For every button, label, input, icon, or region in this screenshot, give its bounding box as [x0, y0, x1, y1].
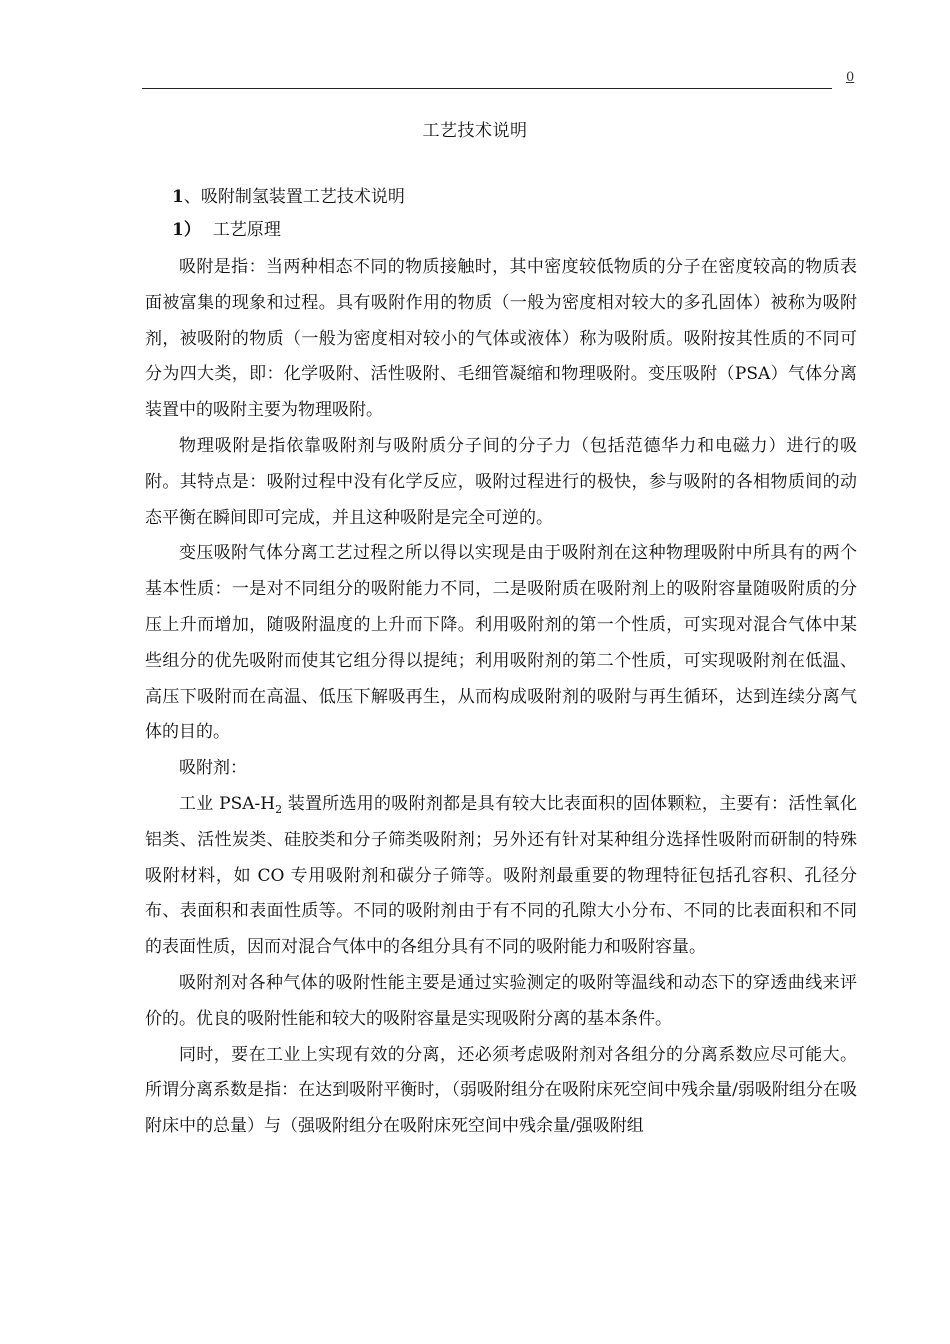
section-heading: [172, 182, 405, 207]
section-number: 1: [172, 187, 184, 207]
paragraph-adsorbent-label: 吸附剂：: [179, 758, 247, 779]
h2-subscript: 2: [275, 802, 283, 816]
paragraph-separation-coefficient: 同时，要在工业上实现有效的分离，还必须考虑吸附剂对各组分的分离系数应尽可能大。所谓分离系数是指：在达到吸附平衡时，（弱吸附组分在吸附床死空间中残余量/弱吸附组分在吸附床中的总量）与（强吸附组分在吸附床死空间中残余量/强吸附组: [145, 1044, 857, 1137]
paragraph-physical-adsorption: 物理吸附是指依靠吸附剂与吸附质分子间的分子力（包括范德华力和电磁力）进行的吸附。其特点是：吸附过程中没有化学反应，吸附过程进行的极快，参与吸附的各相物质间的动态平衡在瞬间即可完成，并且这种吸附是完全可逆的。: [145, 435, 857, 528]
paragraph-adsorption-definition: 吸附是指：当两种相态不同的物质接触时，其中密度较低物质的分子在密度较高的物质表面被富集的现象和过程。具有吸附作用的物质（一般为密度相对较大的多孔固体）被称为吸附剂，被吸附的物质（一般为密度相对较小的气体或液体）称为吸附质。吸附按其性质的不同可分为四大类，即：化学吸附、活性吸附、毛细管凝缩和物理吸附。变压吸附（PSA）气体分离装置中的吸附主要为物理吸附。: [145, 257, 857, 421]
subsection-title: 工艺原理: [212, 220, 281, 240]
subsection-number: 1）: [172, 220, 201, 240]
page-number: 0: [846, 70, 855, 85]
header-rule: [142, 88, 832, 89]
body-text: [145, 250, 857, 1145]
document-title: 工艺技术说明: [422, 121, 528, 141]
psa-h2-prefix: 工业 PSA-H: [179, 793, 276, 814]
paragraph-psa-principle: 变压吸附气体分离工艺过程之所以得以实现是由于吸附剂在这种物理吸附中所具有的两个基本性质：一是对不同组分的吸附能力不同，二是吸附质在吸附剂上的吸附容量随吸附质的分压上升而增加，随吸附温度的上升而下降。利用吸附剂的第一个性质，可实现对混合气体中某些组分的优先吸附而使其它组分得以提纯；利用吸附剂的第二个性质，可实现吸附剂在低温、高压下吸附而在高温、低压下解吸再生，从而构成吸附剂的吸附与再生循环，达到连续分离气体的目的。: [145, 543, 857, 743]
section-title: 、吸附制氢装置工艺技术说明: [183, 187, 405, 207]
paragraph-adsorption-performance: 吸附剂对各种气体的吸附性能主要是通过实验测定的吸附等温线和动态下的穿透曲线来评价的。优良的吸附性能和较大的吸附容量是实现吸附分离的基本条件。: [145, 972, 857, 1029]
adsorbent-types-text: 装置所选用的吸附剂都是具有较大比表面积的固体颗粒，主要有：活性氧化铝类、活性炭类、硅胶类和分子筛类吸附剂；另外还有针对某种组分选择性吸附而研制的特殊吸附材料，如 CO 专用吸附剂和碳分子筛等。吸附剂最重要的物理特征包括孔容积、孔径分布、表面积和表面性质等。不同的吸附剂由于有不同的孔隙大小分布、不同的比表面积和不同的表面性质，因而对混合气体中的各组分具有不同的吸附能力和吸附容量。: [145, 793, 857, 958]
paragraph-adsorbent-types: [145, 787, 857, 966]
subsection-heading: [172, 215, 281, 240]
